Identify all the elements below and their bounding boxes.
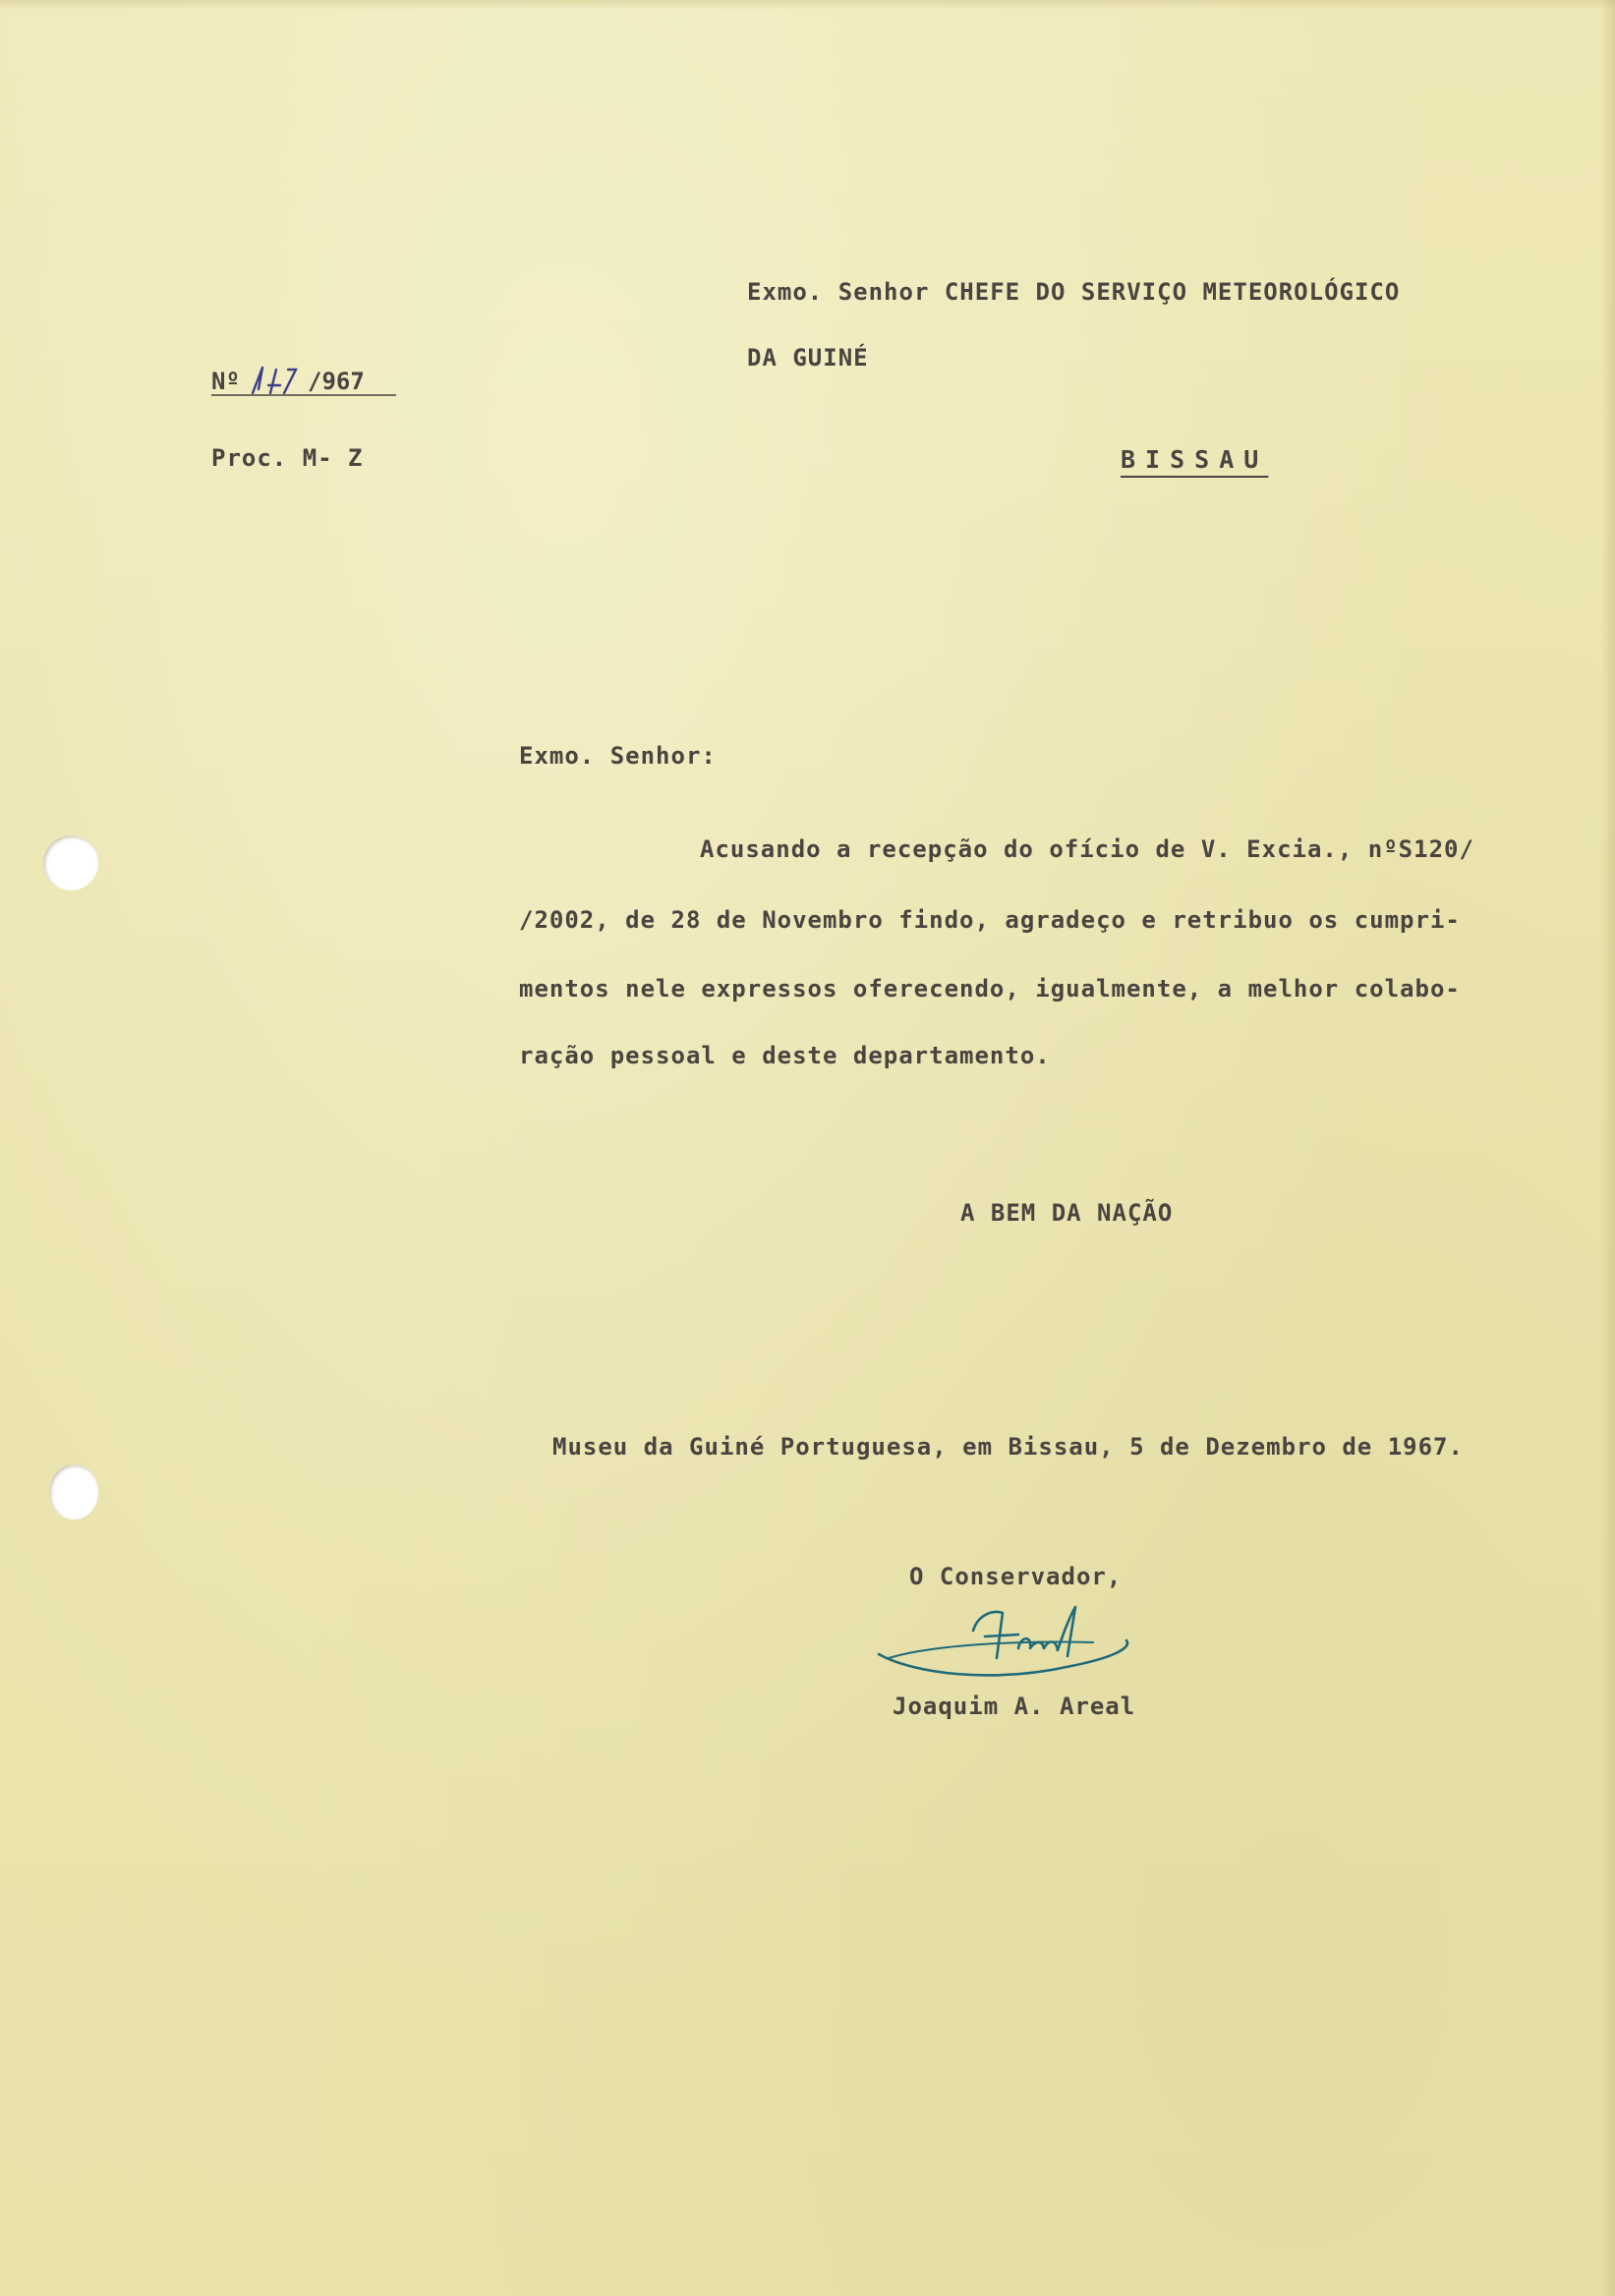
- body-line-4: ração pessoal e deste departamento.: [519, 1042, 1051, 1069]
- reference-proc: Proc. M- Z: [211, 444, 364, 472]
- signer-name: Joaquim A. Areal: [893, 1693, 1136, 1720]
- addressee-line-1: Exmo. Senhor CHEFE DO SERVIÇO METEOROLÓGICO: [747, 278, 1401, 306]
- reference-number-drawing: [211, 360, 408, 405]
- punch-hole-lower: [49, 1464, 98, 1520]
- paper-top-edge: [0, 0, 1615, 10]
- addressee-line-2: DA GUINÉ: [747, 344, 869, 372]
- body-line-2: /2002, de 28 de Novembro findo, agradeço e retribuo os cumpri-: [519, 906, 1461, 934]
- body-line-3: mentos nele expressos oferecendo, igualmente, a melhor colabo-: [519, 975, 1461, 1003]
- handwritten-signature: [875, 1597, 1150, 1705]
- paper-right-edge: [1601, 0, 1615, 2296]
- svg-text:Nº: Nº: [211, 368, 240, 395]
- signer-title: O Conservador,: [909, 1563, 1123, 1590]
- closing-formula: A BEM DA NAÇÃO: [960, 1199, 1174, 1227]
- body-line-1: Acusando a recepção do ofício de V. Excia., nºS120/: [700, 835, 1474, 863]
- svg-text:/967: /967: [308, 368, 365, 395]
- punch-hole-upper: [43, 835, 98, 890]
- addressee-city: BISSAU: [1121, 445, 1269, 474]
- salutation: Exmo. Senhor:: [519, 742, 717, 770]
- place-and-date: Museu da Guiné Portuguesa, em Bissau, 5 de Dezembro de 1967.: [552, 1433, 1464, 1461]
